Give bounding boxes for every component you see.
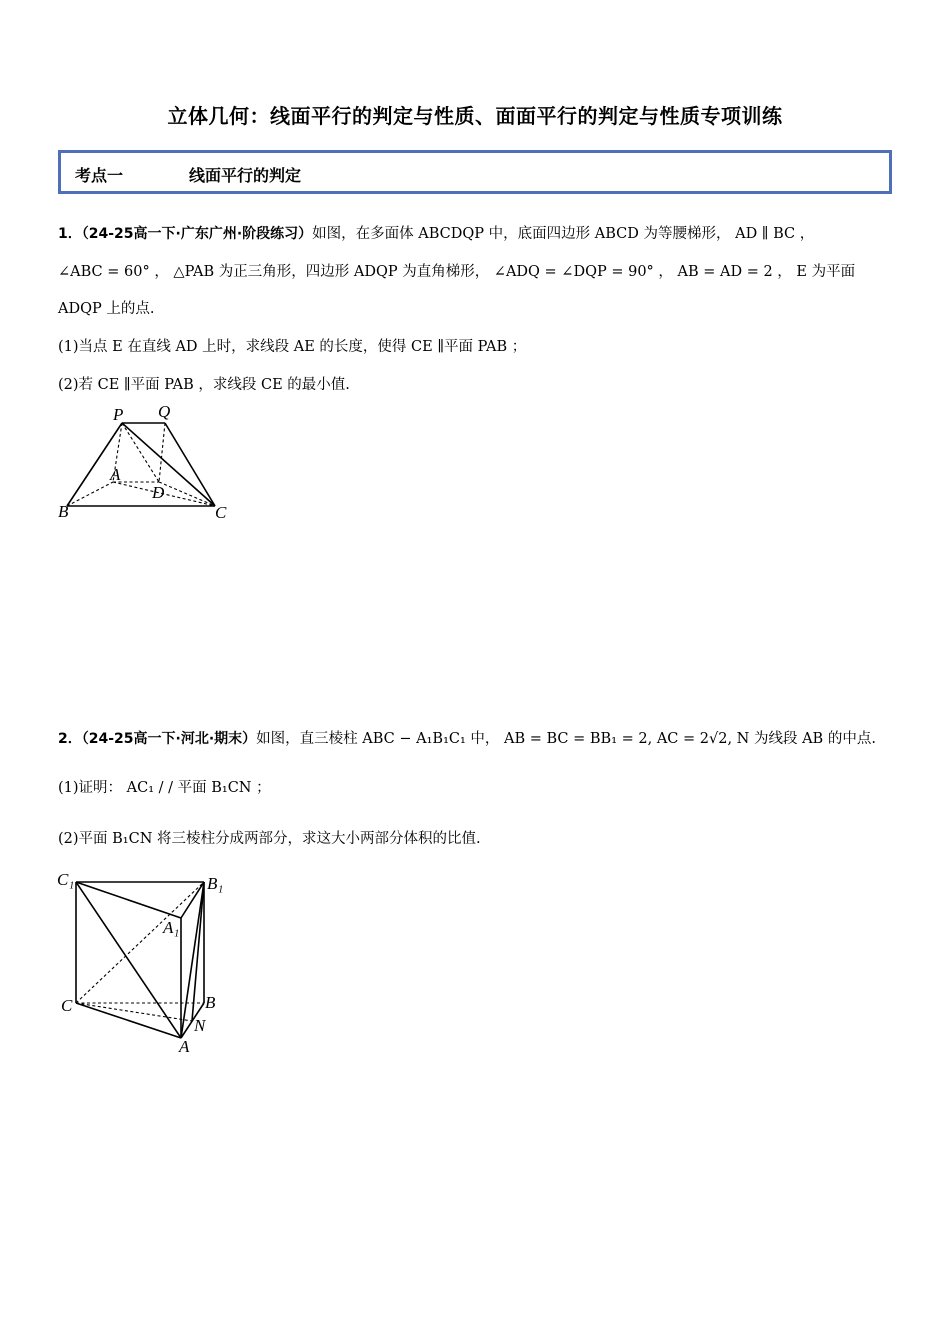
label-C1: C₁ — [57, 870, 75, 889]
label-B1: B₁ — [207, 874, 224, 893]
q2-source: （24-25高一下·河北·期末） — [81, 731, 257, 747]
q1-part1: (1)当点 E 在直线 AD 上时，求线段 AE 的长度，使得 CE ∥平面 PAB ； — [58, 339, 527, 355]
q1-figure-polyhedron — [55, 400, 245, 530]
q2-number: 2． — [58, 731, 82, 747]
section-number: 考点一 — [75, 166, 124, 185]
q1-line1 — [58, 222, 814, 243]
section-name: 线面平行的判定 — [189, 166, 302, 185]
section-header — [58, 150, 892, 194]
q1-stem-line3: ADQP 上的点. — [58, 301, 155, 317]
q1-stem-line1: 如图，在多面体 ABCDQP 中，底面四边形 ABCD 为等腰梯形， AD ∥ BC ， — [312, 226, 815, 242]
label-Q: Q — [158, 402, 171, 421]
label-A1: A₁ — [163, 918, 180, 937]
q1-stem-line2: ∠ABC = 60° ， △PAB 为正三角形，四边形 ADQP 为直角梯形， ∠ADQ = ∠DQP = 90° ， AB = AD = 2 ， E 为平面 — [58, 264, 856, 280]
label-D: D — [152, 483, 165, 502]
page-title: 立体几何：线面平行的判定与性质、面面平行的判定与性质专项训练 — [167, 104, 783, 128]
q2-part2: (2)平面 B₁CN 将三棱柱分成两部分，求这大小两部分体积的比值. — [58, 831, 481, 847]
q2-figure-prism — [55, 865, 245, 1060]
q1-part2: (2)若 CE ∥平面 PAB ，求线段 CE 的最小值. — [58, 377, 350, 393]
label-B: B — [205, 993, 216, 1012]
label-C: C — [215, 503, 227, 522]
q2-line1 — [58, 727, 876, 748]
label-A: A — [179, 1037, 190, 1056]
q1-number: 1． — [58, 226, 82, 242]
label-P: P — [113, 405, 124, 424]
q2-part1: (1)证明： AC₁ / / 平面 B₁CN ； — [58, 780, 271, 796]
label-B: B — [58, 502, 69, 521]
label-A: A — [110, 465, 121, 484]
label-N: N — [194, 1016, 206, 1035]
label-C: C — [61, 996, 73, 1015]
q1-source: （24-25高一下·广东广州·阶段练习） — [81, 226, 313, 242]
q2-stem-line1: 如图，直三棱柱 ABC − A₁B₁C₁ 中， AB = BC = BB₁ = 2, AC = 2√2, N 为线段 AB 的中点. — [256, 731, 876, 747]
